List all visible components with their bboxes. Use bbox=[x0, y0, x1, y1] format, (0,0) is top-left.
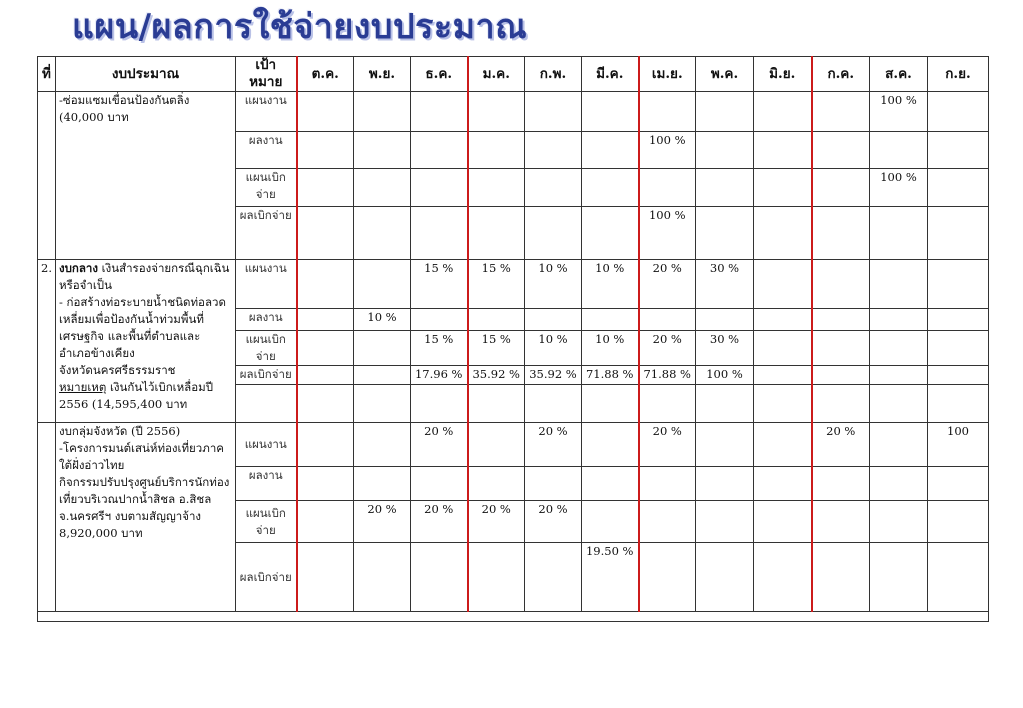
month-value-cell bbox=[696, 92, 754, 132]
month-value-cell: 10 % bbox=[582, 331, 639, 366]
month-value-cell bbox=[928, 260, 989, 309]
month-value-cell bbox=[928, 309, 989, 331]
month-value-cell: 100 % bbox=[639, 132, 696, 169]
month-value-cell bbox=[411, 467, 468, 501]
description-text: จังหวัดนครศรีธรรมราช bbox=[59, 363, 176, 377]
month-value-cell bbox=[812, 132, 870, 169]
month-value-cell bbox=[870, 309, 928, 331]
month-value-cell bbox=[582, 92, 639, 132]
month-value-cell bbox=[582, 169, 639, 207]
target-label: แผนงาน bbox=[236, 423, 297, 467]
month-value-cell bbox=[582, 207, 639, 260]
table-row bbox=[38, 92, 989, 132]
description-text: -โครงการมนต์เสน่ห์ท่องเที่ยวภาคใต้ฝั่งอ่าวไทย bbox=[59, 441, 224, 472]
month-value-cell bbox=[812, 331, 870, 366]
month-value-cell bbox=[754, 331, 812, 366]
month-value-cell bbox=[354, 207, 411, 260]
month-value-cell bbox=[468, 423, 525, 467]
month-value-cell bbox=[297, 331, 354, 366]
budget-description bbox=[56, 260, 236, 423]
month-value-cell bbox=[812, 169, 870, 207]
month-value-cell: 20 % bbox=[411, 501, 468, 543]
month-value-cell bbox=[696, 132, 754, 169]
month-value-cell bbox=[754, 423, 812, 467]
col-header-target: เป้าหมาย bbox=[236, 57, 297, 92]
month-value-cell bbox=[928, 169, 989, 207]
col-header-month: พ.ค. bbox=[696, 57, 754, 92]
month-value-cell bbox=[928, 501, 989, 543]
month-value-cell bbox=[928, 331, 989, 366]
month-value-cell bbox=[468, 467, 525, 501]
month-value-cell bbox=[468, 207, 525, 260]
month-value-cell bbox=[870, 501, 928, 543]
month-value-cell bbox=[468, 543, 525, 612]
col-header-month: เม.ย. bbox=[639, 57, 696, 92]
month-value-cell bbox=[297, 260, 354, 309]
month-value-cell bbox=[928, 92, 989, 132]
month-value-cell bbox=[870, 467, 928, 501]
month-value-cell bbox=[639, 501, 696, 543]
month-value-cell bbox=[696, 467, 754, 501]
target-label bbox=[236, 385, 297, 423]
footer-row bbox=[38, 612, 989, 622]
month-value-cell bbox=[525, 543, 582, 612]
month-value-cell bbox=[297, 467, 354, 501]
month-value-cell: 15 % bbox=[468, 260, 525, 309]
month-value-cell bbox=[354, 331, 411, 366]
month-value-cell bbox=[754, 467, 812, 501]
month-value-cell bbox=[582, 309, 639, 331]
month-value-cell: 35.92 % bbox=[468, 366, 525, 385]
month-value-cell: 100 bbox=[928, 423, 989, 467]
month-value-cell bbox=[812, 92, 870, 132]
month-value-cell: 10 % bbox=[354, 309, 411, 331]
month-value-cell bbox=[297, 423, 354, 467]
month-value-cell bbox=[354, 169, 411, 207]
month-value-cell bbox=[354, 132, 411, 169]
description-text: (40,000 บาท bbox=[59, 110, 129, 124]
target-label: ผลงาน bbox=[236, 132, 297, 169]
month-value-cell bbox=[754, 92, 812, 132]
month-value-cell bbox=[354, 385, 411, 423]
target-label: แผนเบิกจ่าย bbox=[236, 501, 297, 543]
month-value-cell: 30 % bbox=[696, 331, 754, 366]
month-value-cell: 15 % bbox=[468, 331, 525, 366]
month-value-cell: 20 % bbox=[525, 423, 582, 467]
month-value-cell bbox=[525, 169, 582, 207]
month-value-cell bbox=[354, 543, 411, 612]
target-label: แผนงาน bbox=[236, 260, 297, 309]
month-value-cell bbox=[870, 260, 928, 309]
col-header-budget: งบประมาณ bbox=[56, 57, 236, 92]
col-header-month: มิ.ย. bbox=[754, 57, 812, 92]
month-value-cell bbox=[696, 501, 754, 543]
description-text: กิจกรรมปรับปรุงศูนย์บริการนักท่องเที่ยวบริเวณปากน้ำสิชล อ.สิชล จ.นครศรีฯ งบตามสัญญาจ้าง 8,920,000 บาท bbox=[59, 475, 230, 540]
month-value-cell bbox=[582, 132, 639, 169]
month-value-cell bbox=[525, 207, 582, 260]
month-value-cell bbox=[411, 309, 468, 331]
month-value-cell bbox=[928, 385, 989, 423]
month-value-cell bbox=[525, 309, 582, 331]
month-value-cell: 20 % bbox=[411, 423, 468, 467]
month-value-cell bbox=[297, 501, 354, 543]
month-value-cell bbox=[639, 92, 696, 132]
month-value-cell bbox=[812, 501, 870, 543]
month-value-cell bbox=[297, 543, 354, 612]
month-value-cell bbox=[870, 366, 928, 385]
month-value-cell bbox=[525, 385, 582, 423]
month-value-cell bbox=[870, 207, 928, 260]
month-value-cell bbox=[696, 309, 754, 331]
target-label: ผลเบิกจ่าย bbox=[236, 207, 297, 260]
month-value-cell bbox=[696, 385, 754, 423]
row-number bbox=[38, 423, 56, 612]
month-value-cell bbox=[870, 132, 928, 169]
col-header-month: ต.ค. bbox=[297, 57, 354, 92]
month-value-cell: 20 % bbox=[639, 260, 696, 309]
col-header-month: ธ.ค. bbox=[411, 57, 468, 92]
budget-category-label: งบกลาง bbox=[59, 261, 98, 275]
table-row bbox=[38, 260, 989, 309]
page-title: แผน/ผลการใช้จ่ายงบประมาณ bbox=[72, 7, 528, 47]
month-value-cell bbox=[354, 423, 411, 467]
month-value-cell: 100 % bbox=[870, 92, 928, 132]
month-value-cell bbox=[525, 92, 582, 132]
description-text: - ก่อสร้างท่อระบายน้ำชนิดท่อลวดเหลี่ยมเพื่อป้องกันน้ำท่วมพื้นที่เศรษฐกิจ และพื้นที่ตำบลและอำเภอข้างเคียง bbox=[59, 295, 226, 360]
month-value-cell: 71.88 % bbox=[639, 366, 696, 385]
month-value-cell: 20 % bbox=[468, 501, 525, 543]
month-value-cell bbox=[870, 543, 928, 612]
budget-plan-table bbox=[37, 56, 989, 622]
month-value-cell bbox=[928, 543, 989, 612]
month-value-cell bbox=[297, 132, 354, 169]
month-value-cell: 10 % bbox=[582, 260, 639, 309]
month-value-cell bbox=[297, 169, 354, 207]
month-value-cell bbox=[468, 309, 525, 331]
month-value-cell bbox=[754, 543, 812, 612]
month-value-cell bbox=[639, 467, 696, 501]
month-value-cell bbox=[411, 543, 468, 612]
month-value-cell bbox=[870, 423, 928, 467]
month-value-cell: 71.88 % bbox=[582, 366, 639, 385]
month-value-cell bbox=[354, 366, 411, 385]
month-value-cell bbox=[411, 169, 468, 207]
month-value-cell bbox=[411, 92, 468, 132]
month-value-cell: 15 % bbox=[411, 331, 468, 366]
month-value-cell bbox=[696, 423, 754, 467]
month-value-cell bbox=[297, 207, 354, 260]
description-text: เงินสำรองจ่ายกรณีฉุกเฉินหรือจำเป็น bbox=[59, 261, 230, 292]
col-header-month: พ.ย. bbox=[354, 57, 411, 92]
month-value-cell bbox=[754, 132, 812, 169]
month-value-cell: 10 % bbox=[525, 260, 582, 309]
month-value-cell bbox=[354, 92, 411, 132]
month-value-cell bbox=[754, 366, 812, 385]
month-value-cell bbox=[870, 385, 928, 423]
col-header-month: มี.ค. bbox=[582, 57, 639, 92]
month-value-cell bbox=[754, 385, 812, 423]
col-header-month: ม.ค. bbox=[468, 57, 525, 92]
col-header-month: ก.ย. bbox=[928, 57, 989, 92]
month-value-cell bbox=[754, 207, 812, 260]
col-header-month: ก.พ. bbox=[525, 57, 582, 92]
month-value-cell: 19.50 % bbox=[582, 543, 639, 612]
month-value-cell bbox=[468, 169, 525, 207]
col-header-no: ที่ bbox=[38, 57, 56, 92]
month-value-cell bbox=[582, 385, 639, 423]
month-value-cell bbox=[812, 467, 870, 501]
month-value-cell bbox=[411, 385, 468, 423]
target-label: ผลงาน bbox=[236, 309, 297, 331]
month-value-cell bbox=[354, 467, 411, 501]
budget-description bbox=[56, 92, 236, 260]
month-value-cell bbox=[754, 501, 812, 543]
month-value-cell bbox=[754, 169, 812, 207]
header-row bbox=[38, 57, 989, 92]
description-text: เงินกันไว้เบิกเหลื่อมปี 2556 (14,595,400 บาท bbox=[59, 380, 214, 411]
month-value-cell bbox=[639, 385, 696, 423]
month-value-cell: 20 % bbox=[639, 423, 696, 467]
month-value-cell bbox=[411, 207, 468, 260]
month-value-cell bbox=[468, 385, 525, 423]
note-label: หมายเหตุ bbox=[59, 380, 107, 394]
month-value-cell bbox=[297, 309, 354, 331]
col-header-month: ก.ค. bbox=[812, 57, 870, 92]
target-label: แผนเบิกจ่าย bbox=[236, 331, 297, 366]
month-value-cell bbox=[696, 207, 754, 260]
month-value-cell bbox=[812, 309, 870, 331]
month-value-cell: 20 % bbox=[812, 423, 870, 467]
month-value-cell: 100 % bbox=[870, 169, 928, 207]
table-row bbox=[38, 423, 989, 467]
month-value-cell bbox=[582, 423, 639, 467]
row-number: 2. bbox=[38, 260, 56, 423]
month-value-cell bbox=[754, 309, 812, 331]
month-value-cell bbox=[525, 132, 582, 169]
month-value-cell: 100 % bbox=[639, 207, 696, 260]
month-value-cell: 35.92 % bbox=[525, 366, 582, 385]
month-value-cell bbox=[928, 207, 989, 260]
month-value-cell bbox=[754, 260, 812, 309]
month-value-cell bbox=[525, 467, 582, 501]
month-value-cell bbox=[639, 543, 696, 612]
month-value-cell bbox=[812, 543, 870, 612]
description-text: -ซ่อมแซมเขื่อนป้องกันตลิ่ง bbox=[59, 93, 190, 107]
month-value-cell bbox=[297, 92, 354, 132]
month-value-cell: 15 % bbox=[411, 260, 468, 309]
row-number bbox=[38, 92, 56, 260]
month-value-cell bbox=[468, 132, 525, 169]
month-value-cell: 30 % bbox=[696, 260, 754, 309]
month-value-cell bbox=[928, 467, 989, 501]
month-value-cell bbox=[582, 501, 639, 543]
month-value-cell bbox=[468, 92, 525, 132]
month-value-cell bbox=[696, 169, 754, 207]
month-value-cell bbox=[297, 366, 354, 385]
target-label: ผลงาน bbox=[236, 467, 297, 501]
month-value-cell bbox=[812, 385, 870, 423]
target-label: ผลเบิกจ่าย bbox=[236, 366, 297, 385]
month-value-cell bbox=[639, 309, 696, 331]
month-value-cell: 17.96 % bbox=[411, 366, 468, 385]
month-value-cell bbox=[928, 366, 989, 385]
month-value-cell bbox=[696, 543, 754, 612]
month-value-cell bbox=[582, 467, 639, 501]
target-label: แผนงาน bbox=[236, 92, 297, 132]
col-header-month: ส.ค. bbox=[870, 57, 928, 92]
month-value-cell bbox=[297, 385, 354, 423]
description-text: งบกลุ่มจังหวัด (ปี 2556) bbox=[59, 424, 181, 438]
month-value-cell: 20 % bbox=[639, 331, 696, 366]
month-value-cell bbox=[639, 169, 696, 207]
target-label: แผนเบิกจ่าย bbox=[236, 169, 297, 207]
table-row bbox=[38, 612, 989, 622]
month-value-cell: 10 % bbox=[525, 331, 582, 366]
month-value-cell bbox=[812, 260, 870, 309]
month-value-cell bbox=[411, 132, 468, 169]
budget-description bbox=[56, 423, 236, 612]
month-value-cell bbox=[812, 207, 870, 260]
month-value-cell: 20 % bbox=[354, 501, 411, 543]
target-label: ผลเบิกจ่าย bbox=[236, 543, 297, 612]
month-value-cell: 100 % bbox=[696, 366, 754, 385]
month-value-cell bbox=[812, 366, 870, 385]
month-value-cell bbox=[928, 132, 989, 169]
month-value-cell bbox=[354, 260, 411, 309]
month-value-cell bbox=[870, 331, 928, 366]
month-value-cell: 20 % bbox=[525, 501, 582, 543]
